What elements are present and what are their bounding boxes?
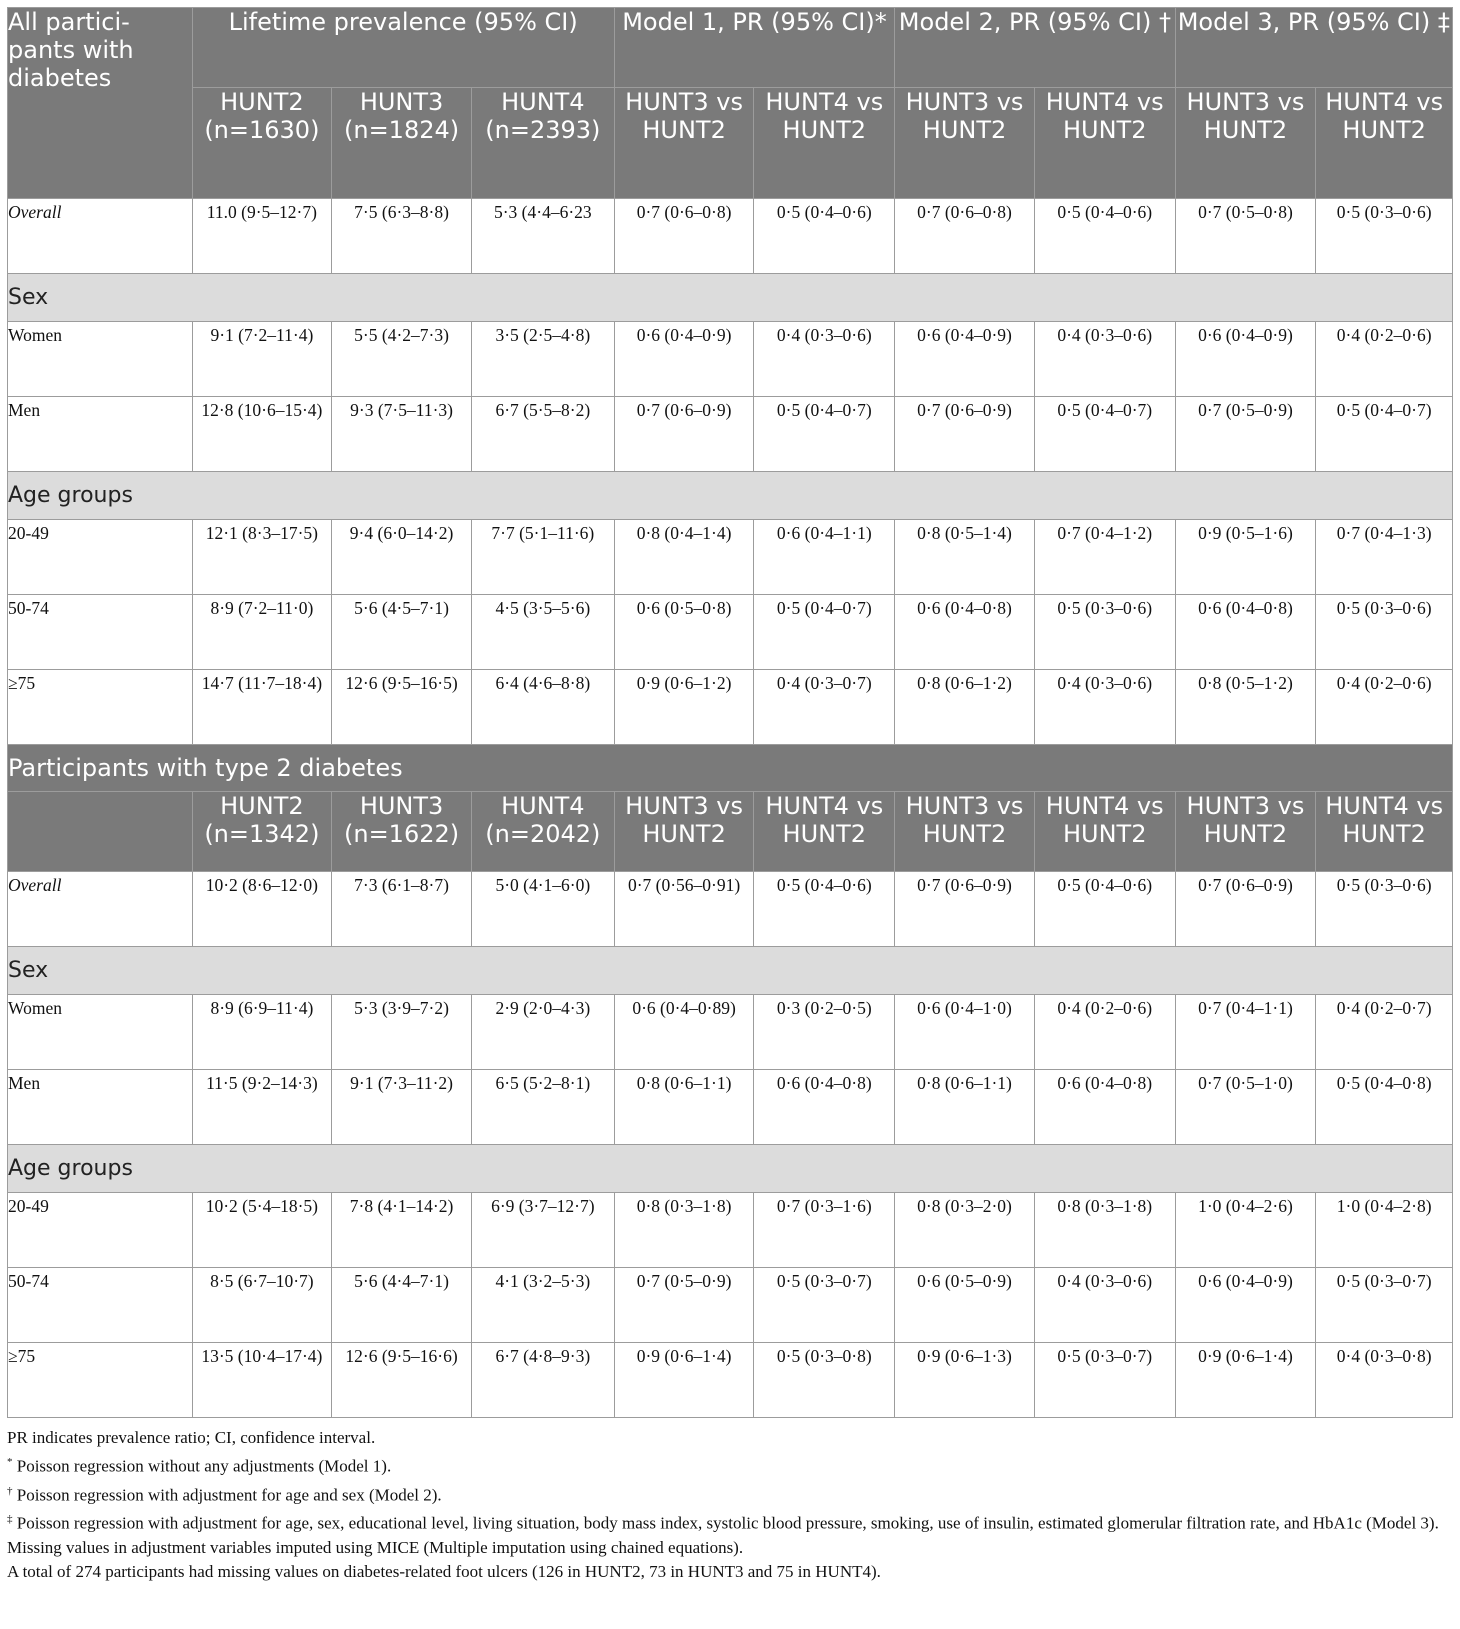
corner-empty (8, 792, 193, 872)
row-label: Overall (8, 872, 193, 947)
row-label: 50-74 (8, 595, 193, 670)
table-cell: 0·8 (0·3–1·8) (614, 1193, 754, 1268)
table-cell: 0·4 (0·3–0·6) (1034, 322, 1175, 397)
group-age (8, 1145, 1453, 1193)
table-cell: 10·2 (5·4–18·5) (192, 1193, 332, 1268)
table-cell: 0·5 (0·3–0·6) (1316, 199, 1453, 274)
table-cell: 0·5 (0·4–0·7) (1316, 397, 1453, 472)
table-cell: 6·7 (4·8–9·3) (471, 1343, 614, 1418)
table-cell: 0·5 (0·4–0·7) (754, 595, 895, 670)
table-cell: 5·6 (4·5–7·1) (332, 595, 472, 670)
table-row (8, 1343, 1453, 1418)
row-label: ≥75 (8, 1343, 193, 1418)
subcolumn-header: HUNT4 (n=2042) (471, 792, 614, 872)
subcolumn-header: HUNT4 vs HUNT2 (754, 792, 895, 872)
table-cell: 3·5 (2·5–4·8) (471, 322, 614, 397)
group-sex-label: Sex (8, 274, 1453, 322)
table-cell: 0·9 (0·6–1·3) (895, 1343, 1035, 1418)
row-label: Women (8, 322, 193, 397)
table-cell: 0·8 (0·6–1·1) (614, 1070, 754, 1145)
table-cell: 0·5 (0·3–0·6) (1316, 872, 1453, 947)
table-cell: 8·9 (7·2–11·0) (192, 595, 332, 670)
table-cell: 0·3 (0·2–0·5) (754, 995, 895, 1070)
table-cell: 0·6 (0·4–0·8) (754, 1070, 895, 1145)
table-cell: 14·7 (11·7–18·4) (192, 670, 332, 745)
table-cell: 0·6 (0·4–1·0) (895, 995, 1035, 1070)
subcolumn-header: HUNT4 vs HUNT2 (1034, 88, 1175, 199)
subcolumn-header: HUNT3 (n=1622) (332, 792, 472, 872)
table-cell: 5·3 (4·4–6·23 (471, 199, 614, 274)
table-cell: 0·4 (0·3–0·7) (754, 670, 895, 745)
table-cell: 11·5 (9·2–14·3) (192, 1070, 332, 1145)
table-cell: 0·9 (0·5–1·6) (1175, 520, 1316, 595)
table-cell: 5·3 (3·9–7·2) (332, 995, 472, 1070)
table-cell: 0·6 (0·4–1·1) (754, 520, 895, 595)
subcolumn-header: HUNT3 vs HUNT2 (614, 792, 754, 872)
table-cell: 1·0 (0·4–2·8) (1316, 1193, 1453, 1268)
group-header-model3: Model 3, PR (95% CI) ‡ (1175, 8, 1452, 88)
table-cell: 0·7 (0·4–1·3) (1316, 520, 1453, 595)
table-cell: 0·7 (0·6–0·8) (614, 199, 754, 274)
table-cell: 0·9 (0·6–1·2) (614, 670, 754, 745)
table-cell: 4·1 (3·2–5·3) (471, 1268, 614, 1343)
table-cell: 0·5 (0·4–0·7) (1034, 397, 1175, 472)
table-cell: 6·7 (5·5–8·2) (471, 397, 614, 472)
table-row (8, 995, 1453, 1070)
table-cell: 0·7 (0·5–0·9) (614, 1268, 754, 1343)
table-cell: 0·9 (0·6–1·4) (614, 1343, 754, 1418)
header-row-groups (8, 8, 1453, 88)
table-row (8, 199, 1453, 274)
table-cell: 0·4 (0·3–0·8) (1316, 1343, 1453, 1418)
table-row (8, 595, 1453, 670)
table-cell: 12·6 (9·5–16·5) (332, 670, 472, 745)
table-cell: 0·7 (0·5–1·0) (1175, 1070, 1316, 1145)
table-cell: 5·0 (4·1–6·0) (471, 872, 614, 947)
table-cell: 0·7 (0·6–0·9) (895, 397, 1035, 472)
table-row (8, 1268, 1453, 1343)
group-sex (8, 274, 1453, 322)
table-cell: 13·5 (10·4–17·4) (192, 1343, 332, 1418)
group-age-label: Age groups (8, 472, 1453, 520)
subcolumn-header: HUNT3 vs HUNT2 (895, 88, 1035, 199)
table-cell: 7·3 (6·1–8·7) (332, 872, 472, 947)
table-cell: 0·5 (0·3–0·7) (1034, 1343, 1175, 1418)
footnote-model3: ‡ Poisson regression with adjustment for age, sex, educational level, living situation, body mass index, systolic blood pressure, smoking, use of insulin, estimated glomerular filtration rate, and HbA1c (Model 3). Missing values in adjustment variables imputed using MICE (Multiple imputation using chained equations). (7, 1513, 1439, 1557)
table-cell: 0·6 (0·5–0·8) (614, 595, 754, 670)
table-cell: 9·4 (6·0–14·2) (332, 520, 472, 595)
table-cell: 0·5 (0·4–0·8) (1316, 1070, 1453, 1145)
table-cell: 0·5 (0·4–0·7) (754, 397, 895, 472)
footnote-missing: A total of 274 participants had missing values on diabetes-related foot ulcers (126 in HUNT2, 73 in HUNT3 and 75 in HUNT4). (7, 1561, 881, 1581)
table-cell: 11.0 (9·5–12·7) (192, 199, 332, 274)
table-cell: 9·1 (7·3–11·2) (332, 1070, 472, 1145)
group-sex-label: Sex (8, 947, 1453, 995)
table-cell: 0·4 (0·3–0·6) (754, 322, 895, 397)
table-cell: 0·8 (0·4–1·4) (614, 520, 754, 595)
subcolumn-header: HUNT3 vs HUNT2 (1175, 88, 1316, 199)
table-cell: 0·7 (0·6–0·9) (614, 397, 754, 472)
table-row (8, 397, 1453, 472)
table-cell: 0·5 (0·3–0·6) (1316, 595, 1453, 670)
table-cell: 7·5 (6·3–8·8) (332, 199, 472, 274)
subcolumn-header: HUNT2 (n=1630) (192, 88, 332, 199)
group-header-model2: Model 2, PR (95% CI) † (895, 8, 1175, 88)
table-cell: 8·5 (6·7–10·7) (192, 1268, 332, 1343)
table-cell: 0·6 (0·4–0·8) (1175, 595, 1316, 670)
table-cell: 0·5 (0·4–0·6) (1034, 199, 1175, 274)
table-cell: 5·5 (4·2–7·3) (332, 322, 472, 397)
table-cell: 0·7 (0·4–1·2) (1034, 520, 1175, 595)
table-cell: 0·8 (0·6–1·1) (895, 1070, 1035, 1145)
group-header-model1: Model 1, PR (95% CI)* (614, 8, 894, 88)
table-cell: 0·7 (0·6–0·8) (895, 199, 1035, 274)
table-row (8, 1070, 1453, 1145)
table-row (8, 670, 1453, 745)
table-row (8, 872, 1453, 947)
table-cell: 0·6 (0·4–0·8) (1034, 1070, 1175, 1145)
table-cell: 12·8 (10·6–15·4) (192, 397, 332, 472)
footnote-pr: PR indicates prevalence ratio; CI, confidence interval. (7, 1428, 376, 1447)
table-cell: 9·1 (7·2–11·4) (192, 322, 332, 397)
table-cell: 12·1 (8·3–17·5) (192, 520, 332, 595)
table-cell: 0·5 (0·4–0·6) (1034, 872, 1175, 947)
section-title-row (8, 745, 1453, 792)
group-age-label: Age groups (8, 1145, 1453, 1193)
subcolumn-header: HUNT4 vs HUNT2 (1316, 88, 1453, 199)
table-cell: 0·8 (0·3–1·8) (1034, 1193, 1175, 1268)
table-cell: 0·8 (0·6–1·2) (895, 670, 1035, 745)
results-table (7, 7, 1453, 1418)
table-cell: 0·6 (0·4–0·9) (895, 322, 1035, 397)
table-cell: 0·8 (0·3–2·0) (895, 1193, 1035, 1268)
table-row (8, 520, 1453, 595)
subcolumn-header: HUNT4 vs HUNT2 (754, 88, 895, 199)
subcolumn-header: HUNT3 (n=1824) (332, 88, 472, 199)
table-cell: 0·8 (0·5–1·4) (895, 520, 1035, 595)
table-cell: 9·3 (7·5–11·3) (332, 397, 472, 472)
section2-header-row (8, 792, 1453, 872)
table-cell: 7·8 (4·1–14·2) (332, 1193, 472, 1268)
table-cell: 0·5 (0·4–0·6) (754, 872, 895, 947)
section-title: Participants with type 2 diabetes (8, 745, 1453, 792)
group-age (8, 472, 1453, 520)
row-label: 50-74 (8, 1268, 193, 1343)
footnote-model1: * Poisson regression without any adjustments (Model 1). (7, 1456, 392, 1476)
table-cell: 6·4 (4·6–8·8) (471, 670, 614, 745)
table-cell: 0·6 (0·4–0·8) (895, 595, 1035, 670)
table-cell: 0·6 (0·4–0·9) (1175, 322, 1316, 397)
subcolumn-header: HUNT3 vs HUNT2 (1175, 792, 1316, 872)
table-cell: 0·7 (0·5–0·8) (1175, 199, 1316, 274)
header-row-subcolumns (8, 88, 1453, 199)
table-cell: 6·9 (3·7–12·7) (471, 1193, 614, 1268)
table-cell: 0·4 (0·3–0·6) (1034, 1268, 1175, 1343)
group-sex (8, 947, 1453, 995)
table-cell: 0·7 (0·5–0·9) (1175, 397, 1316, 472)
row-label: 20-49 (8, 520, 193, 595)
table-cell: 0·6 (0·4–0·9) (614, 322, 754, 397)
table-row (8, 322, 1453, 397)
table-cell: 12·6 (9·5–16·6) (332, 1343, 472, 1418)
table-cell: 0·5 (0·4–0·6) (754, 199, 895, 274)
table-row (8, 1193, 1453, 1268)
table-cell: 0·7 (0·6–0·9) (1175, 872, 1316, 947)
subcolumn-header: HUNT4 vs HUNT2 (1034, 792, 1175, 872)
footnotes (7, 1426, 1453, 1584)
table-cell: 0·5 (0·3–0·8) (754, 1343, 895, 1418)
row-label: Women (8, 995, 193, 1070)
table-cell: 0·6 (0·5–0·9) (895, 1268, 1035, 1343)
subcolumn-header: HUNT3 vs HUNT2 (895, 792, 1035, 872)
table-cell: 7·7 (5·1–11·6) (471, 520, 614, 595)
table-cell: 0·5 (0·3–0·6) (1034, 595, 1175, 670)
table-cell: 0·6 (0·4–0·89) (614, 995, 754, 1070)
table-cell: 0·9 (0·6–1·4) (1175, 1343, 1316, 1418)
table-cell: 0·4 (0·2–0·6) (1034, 995, 1175, 1070)
row-label: ≥75 (8, 670, 193, 745)
row-label: Men (8, 1070, 193, 1145)
subcolumn-header: HUNT3 vs HUNT2 (614, 88, 754, 199)
table-cell: 0·4 (0·2–0·7) (1316, 995, 1453, 1070)
row-label: Overall (8, 199, 193, 274)
table-cell: 0·6 (0·4–0·9) (1175, 1268, 1316, 1343)
table-cell: 5·6 (4·4–7·1) (332, 1268, 472, 1343)
table-cell: 0·4 (0·2–0·6) (1316, 670, 1453, 745)
table-cell: 0·7 (0·6–0·9) (895, 872, 1035, 947)
group-header-lifetime: Lifetime prevalence (95% CI) (192, 8, 614, 88)
table-cell: 2·9 (2·0–4·3) (471, 995, 614, 1070)
table-cell: 0·4 (0·2–0·6) (1316, 322, 1453, 397)
subcolumn-header: HUNT4 vs HUNT2 (1316, 792, 1453, 872)
table-cell: 0·5 (0·3–0·7) (754, 1268, 895, 1343)
row-label: 20-49 (8, 1193, 193, 1268)
table-cell: 10·2 (8·6–12·0) (192, 872, 332, 947)
table-cell: 0·7 (0·56–0·91) (614, 872, 754, 947)
corner-label: All partici-pants with diabetes (8, 8, 193, 199)
footnote-model2: † Poisson regression with adjustment for age and sex (Model 2). (7, 1484, 442, 1505)
table-cell: 0·5 (0·3–0·7) (1316, 1268, 1453, 1343)
subcolumn-header: HUNT4 (n=2393) (471, 88, 614, 199)
table-cell: 0·7 (0·3–1·6) (754, 1193, 895, 1268)
table-cell: 6·5 (5·2–8·1) (471, 1070, 614, 1145)
table-cell: 1·0 (0·4–2·6) (1175, 1193, 1316, 1268)
table-cell: 4·5 (3·5–5·6) (471, 595, 614, 670)
row-label: Men (8, 397, 193, 472)
subcolumn-header: HUNT2 (n=1342) (192, 792, 332, 872)
table-cell: 0·4 (0·3–0·6) (1034, 670, 1175, 745)
table-cell: 8·9 (6·9–11·4) (192, 995, 332, 1070)
table-cell: 0·7 (0·4–1·1) (1175, 995, 1316, 1070)
table-cell: 0·8 (0·5–1·2) (1175, 670, 1316, 745)
